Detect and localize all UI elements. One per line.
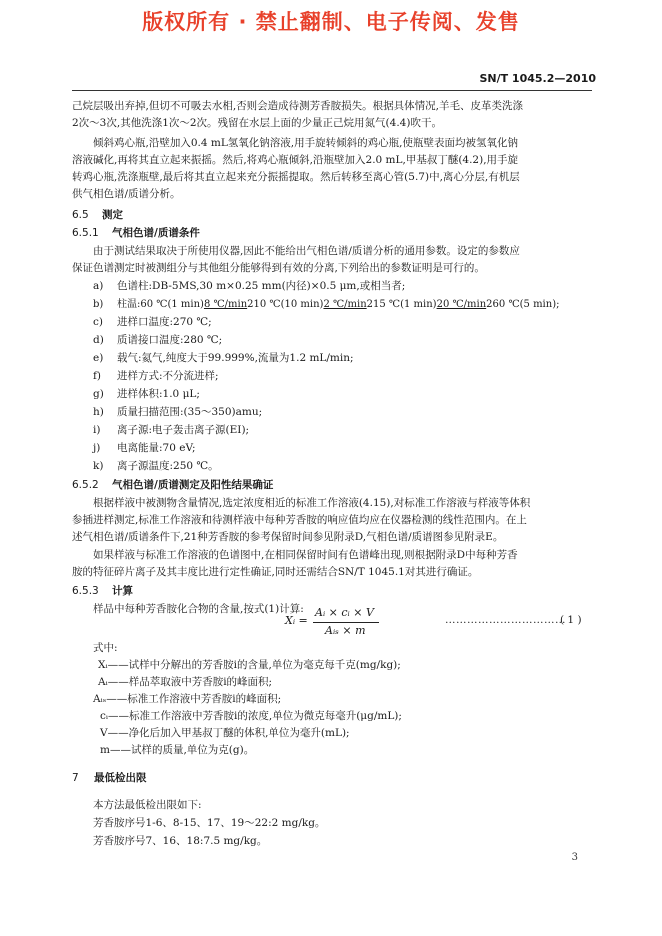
watermark-banner: 版权所有 · 禁止翻制、电子传阅、发售 — [142, 10, 520, 34]
section-title: 最低检出限 — [94, 772, 147, 784]
section-6-5-1-intro-line2: 保证色谱测定时被测组分与其他组分能够得到有效的分离,下列给出的参数证明是可行的。 — [72, 262, 485, 274]
section-6-5-3-intro: 样品中每种芳香胺化合物的含量,按式(1)计算: — [93, 603, 304, 615]
where-item-ais: Aᵢₛ——标准工作溶液中芳香胺i的峰面积; — [93, 693, 282, 705]
section-6-5-1-intro-line1: 由于测试结果取决于所使用仪器,因此不能给出气相色谱/质谱分析的通用参数。设定的参数应 — [93, 245, 520, 257]
where-item-ci: cᵢ——标准工作溶液中芳香胺i的浓度,单位为微克每毫升(μg/mL); — [100, 710, 402, 722]
equation-number: ( 1 ) — [560, 614, 582, 626]
section-6-5-heading — [72, 207, 123, 222]
where-item-v: V——净化后加入甲基叔丁醚的体积,单位为毫升(mL); — [100, 727, 350, 739]
formula-lhs: Xᵢ = — [285, 614, 308, 627]
condition-item-b: b) 柱温:60 ℃(1 min)8 ℃/min210 ℃(10 min)2 ℃/min215 ℃(1 min)20 ℃/min260 ℃(5 min); — [93, 299, 560, 310]
where-item-m: m——试样的质量,单位为克(g)。 — [100, 744, 255, 756]
section-6-5-2-para1-line3: 述气相色谱/质谱条件下,21种芳香胺的参考保留时间参见附录D,气相色谱/质谱图参见附录E。 — [72, 531, 504, 543]
section-number: 6.5.2 — [72, 479, 99, 491]
para2-line1: 倾斜鸡心瓶,沿壁加入0.4 mL氢氧化钠溶液,用手旋转倾斜的鸡心瓶,使瓶壁表面均被氢氧化钠 — [93, 137, 518, 149]
section-6-5-2-para1-line1: 根据样液中被测物含量情况,选定浓度相近的标准工作溶液(4.15),对标准工作溶液与样液等体积 — [93, 497, 531, 509]
condition-item-c: c) 进样口温度:270 ℃; — [93, 316, 212, 328]
section-title: 测定 — [102, 209, 123, 221]
section-title: 气相色谱/质谱条件 — [112, 227, 200, 239]
where-item-xi: Xᵢ——试样中分解出的芳香胺i的含量,单位为毫克每千克(mg/kg); — [98, 659, 401, 671]
section-number: 6.5.3 — [72, 585, 99, 597]
formula-1 — [285, 606, 385, 640]
header-rule — [72, 90, 592, 91]
section-7-line2: 芳香胺序号1-6、8-15、17、19～22:2 mg/kg。 — [93, 817, 326, 829]
fraction-bar — [313, 622, 379, 623]
condition-item-e: e) 载气:氦气,纯度大于99.999%,流量为1.2 mL/min; — [93, 352, 354, 364]
formula-leader-dots: …………………………… — [445, 614, 566, 626]
section-number: 6.5.1 — [72, 227, 99, 239]
para2-line2: 溶液碱化,再将其直立起来振摇。然后,将鸡心瓶倾斜,沿瓶壁加入2.0 mL,甲基叔丁醚(4.2),用手旋 — [72, 154, 519, 166]
section-6-5-2-heading — [72, 477, 273, 492]
section-6-5-2-para1-line2: 参插进样测定,标准工作溶液和待测样液中每种芳香胺的响应值均应在仪器检测的线性范围内。在上 — [72, 514, 527, 526]
standard-number: SN/T 1045.2—2010 — [479, 72, 596, 85]
section-6-5-2-para2-line2: 胺的特征碎片离子及其丰度比进行定性确证,同时还需结合SN/T 1045.1对其进行确证。 — [72, 566, 479, 578]
condition-item-a: a) 色谱柱:DB-5MS,30 m×0.25 mm(内径)×0.5 μm,或相当者; — [93, 280, 406, 292]
para1-line1: 己烷层吸出弃掉,但切不可吸去水相,否则会造成待测芳香胺损失。根据具体情况,羊毛、皮革类洗涤 — [72, 100, 524, 112]
para2-line3: 转鸡心瓶,洗涤瓶壁,最后将其直立起来充分振摇提取。然后转移至离心管(5.7)中,离心分层,有机层 — [72, 171, 520, 183]
condition-item-f: f) 进样方式:不分流进样; — [93, 370, 219, 382]
section-7-line1: 本方法最低检出限如下: — [93, 799, 202, 811]
section-6-5-3-heading — [72, 583, 133, 598]
condition-item-g: g) 进样体积:1.0 μL; — [93, 388, 200, 400]
condition-item-h: h) 质量扫描范围:(35～350)amu; — [93, 406, 263, 418]
section-7-heading — [72, 770, 147, 785]
where-item-ai: Aᵢ——样品萃取液中芳香胺i的峰面积; — [98, 676, 273, 688]
section-6-5-1-heading — [72, 225, 200, 240]
condition-item-k: k) 离子源温度:250 ℃。 — [93, 460, 219, 472]
section-title: 气相色谱/质谱测定及阳性结果确证 — [112, 479, 274, 491]
where-label: 式中: — [93, 642, 118, 654]
condition-item-i: i) 离子源:电子轰击离子源(EI); — [93, 424, 250, 436]
formula-denominator: Aᵢₛ × m — [325, 624, 366, 637]
condition-item-j: j) 电离能量:70 eV; — [93, 442, 196, 454]
section-6-5-2-para2-line1: 如果样液与标准工作溶液的色谱图中,在相同保留时间有色谱峰出现,则根据附录D中每种芳香 — [93, 549, 518, 561]
section-number: 6.5 — [72, 209, 89, 221]
section-title: 计算 — [112, 585, 133, 597]
page-number: 3 — [571, 852, 578, 863]
section-number: 7 — [72, 772, 79, 784]
section-7-line3: 芳香胺序号7、16、18:7.5 mg/kg。 — [93, 835, 268, 847]
para2-line4: 供气相色谱/质谱分析。 — [72, 188, 181, 200]
formula-numerator: Aᵢ × cᵢ × V — [315, 606, 374, 619]
condition-item-d: d) 质谱接口温度:280 ℃; — [93, 334, 223, 346]
para1-line2: 2次～3次,其他洗涤1次～2次。残留在水层上面的少量正己烷用氮气(4.4)吹干。 — [72, 117, 442, 129]
